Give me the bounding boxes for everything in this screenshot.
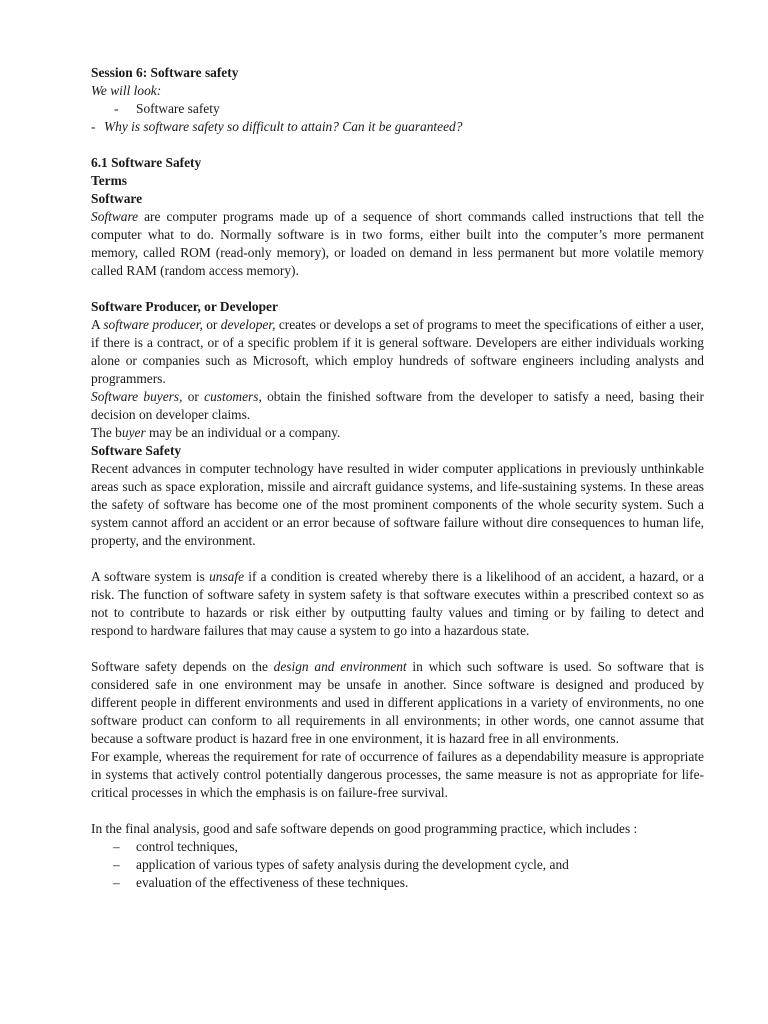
dash-bullet: - bbox=[114, 101, 119, 116]
text-run: Software safety depends on the bbox=[91, 659, 274, 674]
dash-bullet: - bbox=[91, 119, 96, 134]
practice-text: control techniques, bbox=[136, 839, 238, 854]
dash-bullet: – bbox=[113, 839, 120, 854]
text-run: A bbox=[91, 317, 104, 332]
term-software-buyers: Software buyers, bbox=[91, 389, 183, 404]
safety-paragraph-4: For example, whereas the requirement for rate of occurrence of failures as a dependability measure is appropriate in systems that actively control potentially dangerous processes, the same measure is not as appropriate for life-critical processes in which the emphasis is on failure-free survival. bbox=[91, 749, 704, 800]
dash-bullet: – bbox=[113, 875, 120, 890]
terms-heading: Terms bbox=[91, 173, 127, 188]
buyers-paragraph bbox=[91, 388, 704, 424]
text-run: in which such software is used. So software that is considered safe in one environment may be unsafe in another. Since software is designed and produced by different people in different environments and used in different applications in a variety of environments, no one software product can conform to all requirements in all environments; in other words, one cannot assume that because a software product is hazard free in one environment, it is hazard free in all environments. bbox=[91, 659, 704, 746]
safety-paragraph-3 bbox=[91, 658, 704, 748]
text-run: if a condition is created whereby there is a likelihood of an accident, a hazard, or a risk. The function of software safety in system safety is that software executes within a prescribed context so as not to contribute to hazards or risk either by outputting faulty values and timing or by failing to detect and respond to hardware failures that may cause a system to go into a hazardous state. bbox=[91, 569, 704, 638]
term-developer: developer, bbox=[220, 317, 276, 332]
practice-list-item bbox=[91, 838, 704, 856]
practice-text: application of various types of safety analysis during the development cycle, and bbox=[136, 857, 569, 872]
software-term: Software bbox=[91, 209, 139, 224]
safety-paragraph-2 bbox=[91, 568, 704, 640]
term-design-environment: design and environment bbox=[273, 659, 407, 674]
term-customers: customers, bbox=[204, 389, 262, 404]
dash-bullet: – bbox=[113, 857, 120, 872]
software-heading: Software bbox=[91, 191, 143, 206]
producer-paragraph bbox=[91, 316, 704, 388]
text-run: may be an individual or a company. bbox=[145, 425, 341, 440]
text-run: A software system is bbox=[91, 569, 210, 584]
text-run: obtain the finished software from the developer to satisfy a need, basing their decision on developer claims. bbox=[91, 389, 704, 422]
practice-list-item bbox=[91, 856, 704, 874]
term-unsafe: unsafe bbox=[209, 569, 245, 584]
look-list-item bbox=[91, 100, 704, 118]
look-item-text: Software safety bbox=[136, 101, 220, 116]
practice-list-item bbox=[91, 874, 704, 892]
section-heading: 6.1 Software Safety bbox=[91, 155, 202, 170]
text-run: or bbox=[182, 389, 205, 404]
term-buyer: uyer bbox=[121, 425, 146, 440]
safety-paragraph-1: Recent advances in computer technology have resulted in wider computer applications in previously unthinkable areas such as space exploration, missile and aircraft guidance systems, and life-sustaining systems. In these areas the safety of software has become one of the most prominent components of the whole security system. Such a system cannot afford an accident or an error because of software failure without dire consequences to human life, property, and the environment. bbox=[91, 461, 704, 548]
session-title: Session 6: Software safety bbox=[91, 65, 239, 80]
text-run: or bbox=[202, 317, 221, 332]
question-line bbox=[91, 118, 704, 136]
buyer-paragraph bbox=[91, 424, 704, 442]
software-safety-heading: Software Safety bbox=[91, 443, 182, 458]
producer-heading: Software Producer, or Developer bbox=[91, 299, 278, 314]
practice-text: evaluation of the effectiveness of these techniques. bbox=[136, 875, 409, 890]
software-text: are computer programs made up of a sequence of short commands called instructions that tell the computer what to do. Normally software is in two forms, either built into the computer’s more permanent memory, called ROM (read-only memory), or loaded on demand in less permanent but more volatile memory called RAM (random access memory). bbox=[91, 209, 704, 278]
question-text: Why is software safety so difficult to attain? Can it be guaranteed? bbox=[104, 119, 463, 134]
software-paragraph bbox=[91, 208, 704, 280]
term-software-producer: software producer, bbox=[103, 317, 203, 332]
document-content bbox=[91, 64, 704, 892]
text-run: creates or develops a set of programs to meet the specifications of either a user, if there is a contract, or of a specific problem if it is general software. Developers are either individuals working alone or companies such as Microsoft, which employ hundreds of software engineers including analysts and programmers. bbox=[91, 317, 704, 386]
we-will-look-label: We will look: bbox=[91, 83, 162, 98]
safety-paragraph-5: In the final analysis, good and safe software depends on good programming practice, which includes : bbox=[91, 821, 638, 836]
text-run: The b bbox=[91, 425, 122, 440]
